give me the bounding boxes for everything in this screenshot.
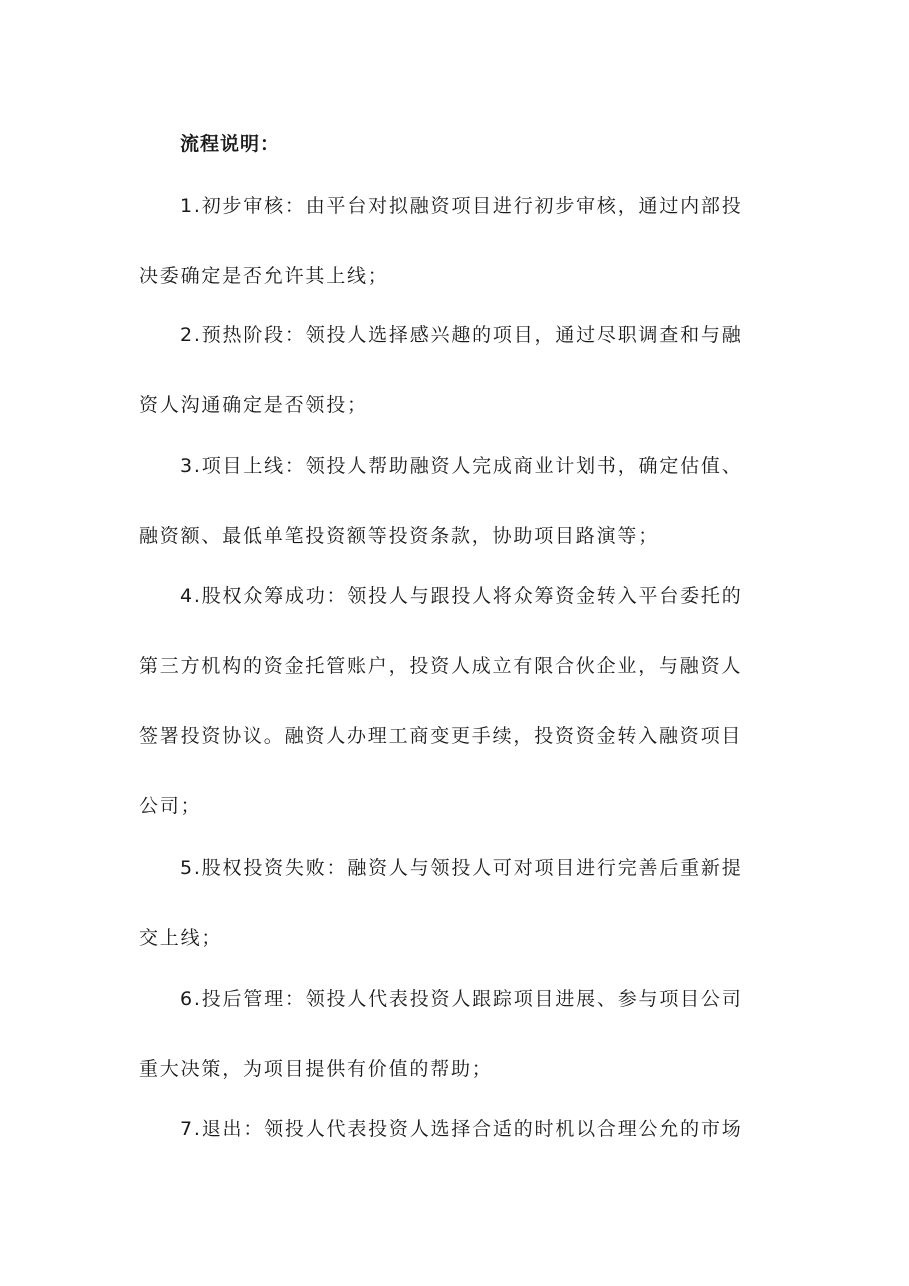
paragraph-line: 交上线； <box>139 927 223 949</box>
paragraph-line: 5.股权投资失败：融资人与领投人可对项目进行完善后重新提 <box>180 857 743 879</box>
paragraph-line: 决委确定是否允许其上线； <box>139 265 389 287</box>
paragraph-line: 公司； <box>139 795 202 817</box>
paragraph-line: 3.项目上线：领投人帮助融资人完成商业计划书，确定估值、 <box>180 455 743 477</box>
paragraph-line: 重大决策，为项目提供有价值的帮助； <box>139 1058 493 1080</box>
paragraph-line: 4.股权众筹成功：领投人与跟投人将众筹资金转入平台委托的 <box>180 585 743 607</box>
paragraph-line: 融资额、最低单笔投资额等投资条款，协助项目路演等； <box>139 525 660 547</box>
paragraph-line: 7.退出：领投人代表投资人选择合适的时机以合理公允的市场 <box>180 1118 743 1140</box>
section-title: 流程说明： <box>180 133 281 155</box>
paragraph-line: 签署投资协议。融资人办理工商变更手续，投资资金转入融资项目 <box>139 725 743 747</box>
paragraph-line: 6.投后管理：领投人代表投资人跟踪项目进展、参与项目公司 <box>180 988 743 1010</box>
paragraph-line: 第三方机构的资金托管账户，投资人成立有限合伙企业，与融资人 <box>139 655 743 677</box>
paragraph-line: 资人沟通确定是否领投； <box>139 394 368 416</box>
paragraph-line: 1.初步审核：由平台对拟融资项目进行初步审核，通过内部投 <box>180 195 743 217</box>
paragraph-line: 2.预热阶段：领投人选择感兴趣的项目，通过尽职调查和与融 <box>180 324 743 346</box>
